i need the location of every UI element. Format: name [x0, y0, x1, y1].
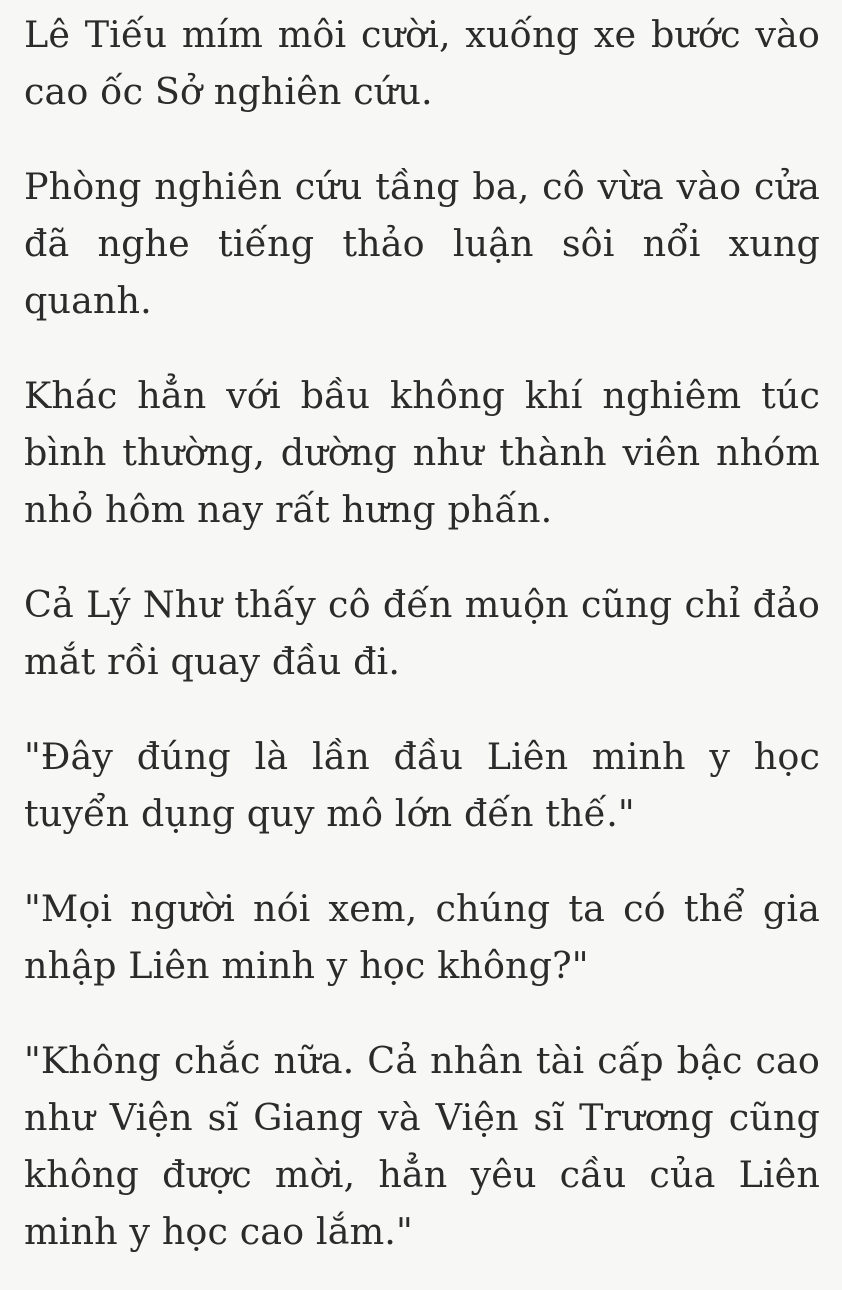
paragraph-2: Phòng nghiên cứu tầng ba, cô vừa vào cửa đã nghe tiếng thảo luận sôi nổi xung quanh. — [24, 165, 820, 322]
paragraph-6: "Mọi người nói xem, chúng ta có thể gia nhập Liên minh y học không?" — [24, 887, 820, 987]
paragraph-1: Lê Tiếu mím môi cười, xuống xe bước vào cao ốc Sở nghiên cứu. — [24, 13, 820, 113]
paragraph-4: Cả Lý Như thấy cô đến muộn cũng chỉ đảo mắt rồi quay đầu đi. — [24, 583, 820, 683]
paragraph-7: "Không chắc nữa. Cả nhân tài cấp bậc cao như Viện sĩ Giang và Viện sĩ Trương cũng không được mời, hẳn yêu cầu của Liên minh y học cao lắm." — [24, 1039, 820, 1253]
paragraph-3: Khác hẳn với bầu không khí nghiêm túc bình thường, dường như thành viên nhóm nhỏ hôm nay rất hưng phấn. — [24, 374, 820, 531]
paragraph-5: "Đây đúng là lần đầu Liên minh y học tuyển dụng quy mô lớn đến thế." — [24, 735, 820, 835]
